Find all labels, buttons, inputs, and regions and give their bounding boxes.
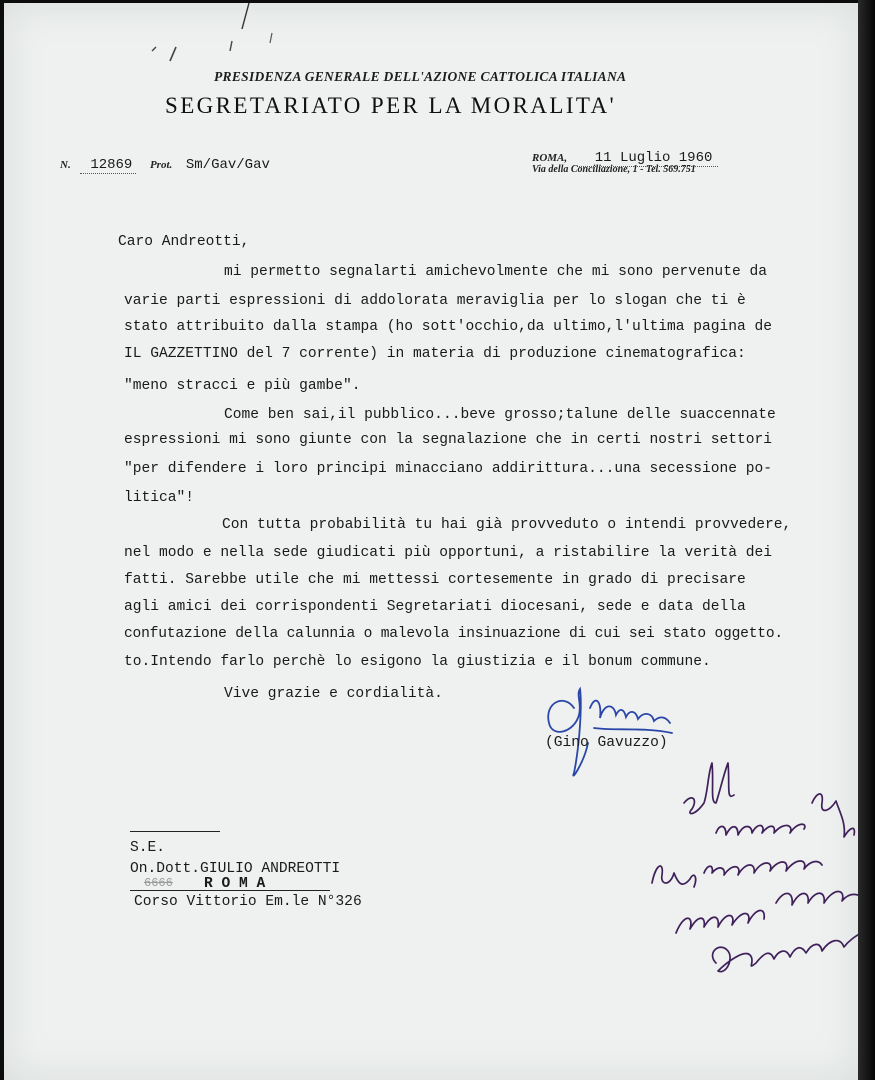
number-label: N. (60, 159, 71, 171)
closing: Vive grazie e cordialità. (224, 686, 443, 702)
signatory-name: (Gino Gavuzzo) (545, 735, 668, 751)
city-underline (130, 890, 330, 891)
body-line-3: stato attribuito dalla stampa (ho sott'occhio,da ultimo,l'ultima pagina de (124, 319, 773, 335)
recipient-street: Corso Vittorio Em.le N°326 (134, 894, 362, 910)
letter-sheet (4, 3, 860, 1080)
body-line-12: fatti. Sarebbe utile che mi mettessi cortesemente in grado di precisare (124, 572, 746, 588)
letterhead-organization: PRESIDENZA GENERALE DELL'AZIONE CATTOLICA ITALIANA (214, 69, 627, 84)
body-line-1: mi permetto segnalarti amichevolmente che mi sono pervenute da (224, 264, 767, 280)
letterhead-office: SEGRETARIATO PER LA MORALITA' (165, 93, 617, 118)
scan-edge (858, 0, 875, 1080)
body-line-5: "meno stracci e più gambe". (124, 378, 361, 394)
body-line-4: IL GAZZETTINO del 7 corrente) in materia di produzione cinematografica: (124, 346, 746, 362)
body-line-9: litica"! (124, 490, 195, 506)
body-line-6: Come ben sai,il pubblico...beve grosso;talune delle suaccennate (224, 407, 776, 423)
prot-label: Prot. (149, 159, 173, 171)
recipient-postcode: 6666 (144, 876, 173, 890)
office-address: Via della Conciliazione, 1 - Tel. 569.751 (532, 164, 696, 175)
body-line-15: to.Intendo farlo perchè lo esigono la giustizia e il bonum commune. (124, 654, 711, 670)
body-line-7: espressioni mi sono giunte con la segnalazione che in certi nostri settori (124, 432, 773, 448)
recipient-title: S.E. (130, 840, 166, 856)
protocol-number: 12869 (80, 157, 136, 174)
letter-date: 11 Luglio 1960 (577, 150, 719, 167)
recipient-name: On.Dott.GIULIO ANDREOTTI (130, 861, 341, 877)
recipient-rule (130, 831, 220, 832)
body-line-11: nel modo e nella sede giudicati più opportuni, a ristabilire la verità dei (124, 545, 773, 561)
reference-line (60, 155, 270, 173)
body-line-10: Con tutta probabilità tu hai già provveduto o intendi provvedere, (222, 517, 792, 533)
prot-code: Sm/Gav/Gav (185, 157, 270, 173)
salutation: Caro Andreotti, (118, 234, 250, 250)
body-line-2: varie parti espressioni di addolorata meraviglia per lo slogan che ti è (124, 293, 746, 309)
body-line-14: confutazione della calunnia o malevola insinuazione di cui sei stato oggetto. (124, 626, 783, 642)
body-line-8: "per difendere i loro principi minacciano addirittura...una secessione po- (124, 461, 773, 477)
city-label: ROMA, (532, 152, 568, 164)
recipient-city: R O M A (204, 876, 266, 892)
body-line-13: agli amici dei corrispondenti Segretariati diocesani, sede e data della (124, 599, 746, 615)
